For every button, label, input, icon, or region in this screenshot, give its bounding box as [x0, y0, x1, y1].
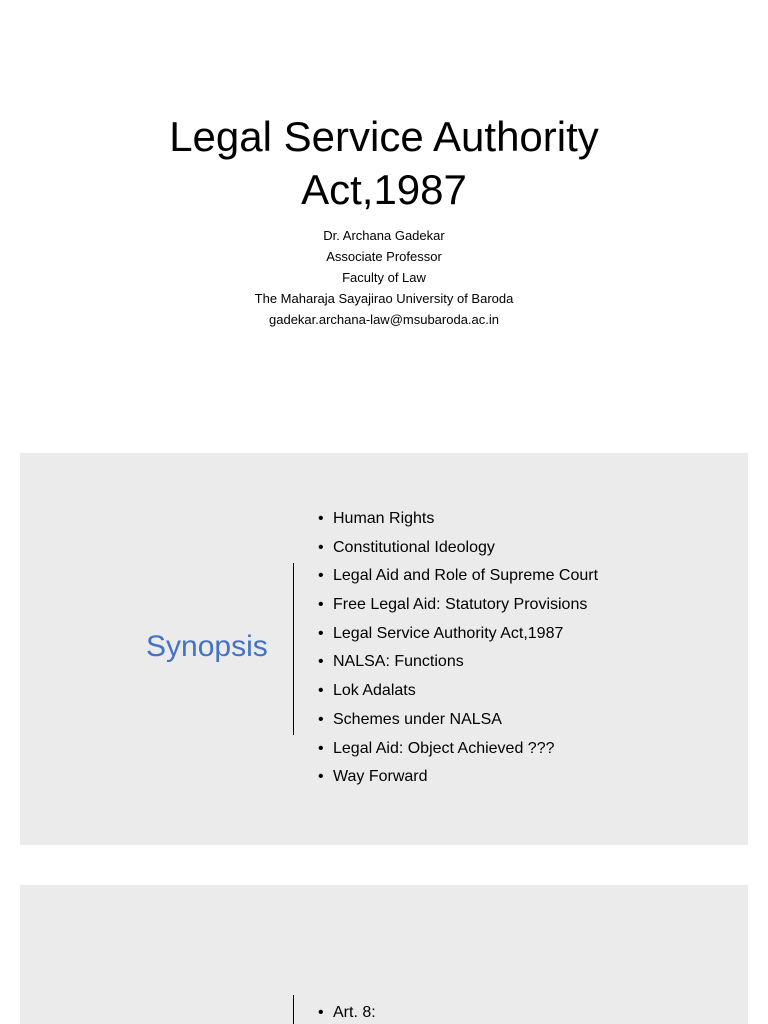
- synopsis-heading: Synopsis: [146, 630, 268, 663]
- list-item: [318, 677, 598, 706]
- bullet-icon: •: [318, 538, 324, 556]
- list-item-text: Legal Service Authority Act,1987: [333, 624, 564, 642]
- list-item: [318, 999, 376, 1024]
- title-line-2: Act,1987: [301, 166, 467, 213]
- bullet-icon: •: [318, 510, 324, 527]
- list-item-text: Legal Aid and Role of Supreme Court: [333, 567, 599, 585]
- list-item-text: Way Forward: [333, 768, 428, 786]
- list-item: [318, 648, 598, 677]
- author-info: [0, 225, 768, 330]
- list-item: [318, 706, 598, 735]
- list-item-text: Legal Aid: Object Achieved ???: [333, 739, 555, 757]
- synopsis-slide: [20, 453, 748, 845]
- list-item-text: Human Rights: [333, 510, 435, 527]
- bullet-icon: •: [318, 739, 324, 757]
- author-name: Dr. Archana Gadekar: [323, 228, 445, 243]
- bullet-icon: •: [318, 682, 324, 700]
- synopsis-list: [318, 505, 598, 792]
- list-item: [318, 763, 598, 792]
- list-item-text: NALSA: Functions: [333, 653, 464, 671]
- author-designation: Associate Professor: [326, 249, 442, 264]
- list-item: [318, 505, 598, 534]
- list-item: [318, 562, 598, 591]
- bullet-icon: •: [318, 653, 324, 671]
- bullet-icon: •: [318, 596, 324, 614]
- author-email: gadekar.archana-law@msubaroda.ac.in: [269, 312, 499, 327]
- list-item: [318, 735, 598, 764]
- presentation-title: [0, 110, 768, 216]
- list-item-text: Lok Adalats: [333, 682, 416, 700]
- list-item: [318, 534, 598, 563]
- list-item-text: Constitutional Ideology: [333, 538, 495, 556]
- title-slide: [0, 0, 768, 420]
- title-line-1: Legal Service Authority: [169, 113, 599, 160]
- list-item-text: Schemes under NALSA: [333, 710, 502, 728]
- bullet-icon: •: [318, 1004, 324, 1021]
- bullet-icon: •: [318, 768, 324, 786]
- list-item-text: Art. 8:: [333, 1004, 376, 1021]
- list-item-text: Free Legal Aid: Statutory Provisions: [333, 596, 588, 614]
- divider-line: [293, 563, 294, 735]
- list-item: [318, 591, 598, 620]
- bullet-icon: •: [318, 624, 324, 642]
- next-slide-list: [318, 999, 376, 1024]
- author-faculty: Faculty of Law: [342, 270, 426, 285]
- bullet-icon: •: [318, 710, 324, 728]
- next-slide: [20, 885, 748, 1024]
- list-item: [318, 620, 598, 649]
- divider-line: [293, 995, 294, 1024]
- bullet-icon: •: [318, 567, 324, 585]
- author-university: The Maharaja Sayajirao University of Baroda: [254, 291, 514, 306]
